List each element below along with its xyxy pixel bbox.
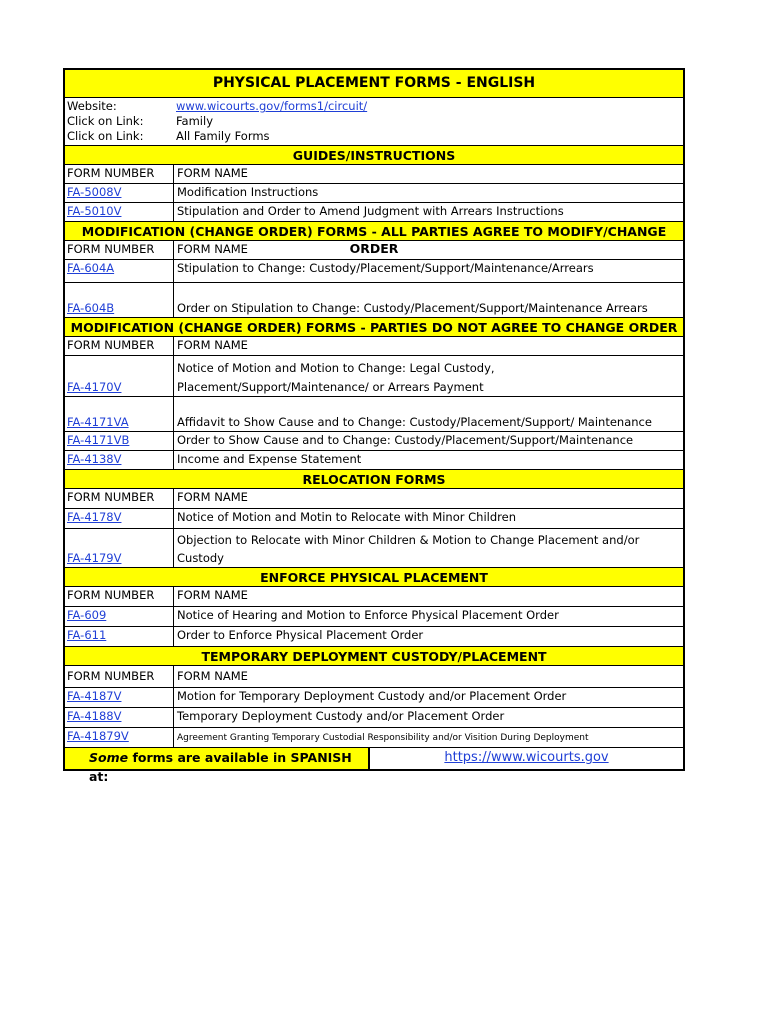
table-row	[65, 451, 683, 469]
form-name-header: FORM NAME	[173, 489, 683, 508]
column-header-row	[65, 489, 683, 509]
table-row	[65, 688, 683, 708]
table-row	[65, 356, 683, 397]
form-name: Modification Instructions	[173, 184, 683, 202]
column-header-row	[65, 337, 683, 356]
some-emphasis: Some	[89, 750, 129, 765]
website-link[interactable]: www.wicourts.gov/forms1/circuit/	[176, 99, 368, 113]
info-row-family	[65, 113, 683, 128]
info-label: Click on Link:	[67, 129, 144, 143]
form-number-link[interactable]: FA-611	[67, 628, 107, 642]
form-name: Motion for Temporary Deployment Custody and/or Placement Order	[173, 688, 683, 707]
form-number-link[interactable]: FA-4171VB	[67, 433, 130, 447]
form-number-link[interactable]: FA-5008V	[67, 185, 122, 199]
form-name	[173, 529, 683, 567]
form-number-link[interactable]: FA-4178V	[67, 510, 122, 524]
table-row	[65, 529, 683, 567]
spanish-forms-footer	[65, 747, 683, 784]
form-name: Order on Stipulation to Change: Custody/Placement/Support/Maintenance Arrears	[173, 283, 683, 317]
form-name: Affidavit to Show Cause and to Change: Custody/Placement/Support/ Maintenance	[173, 397, 683, 431]
form-name: Order to Enforce Physical Placement Order	[173, 627, 683, 646]
form-name: Stipulation to Change: Custody/Placement/Support/Maintenance/Arrears	[173, 260, 683, 282]
form-name-line: Placement/Support/Maintenance/ or Arrears Payment	[177, 380, 484, 394]
form-name: Notice of Motion and Motin to Relocate with Minor Children	[173, 509, 683, 528]
form-name: Order to Show Cause and to Change: Custody/Placement/Support/Maintenance	[173, 432, 683, 450]
form-name: Notice of Hearing and Motion to Enforce Physical Placement Order	[173, 607, 683, 626]
spanish-forms-text: forms are available in SPANISH at:	[89, 750, 352, 784]
form-number-link[interactable]: FA-4187V	[67, 689, 122, 703]
form-number-link[interactable]: FA-4170V	[67, 380, 122, 394]
info-label: Click on Link:	[67, 114, 144, 128]
column-header-row	[65, 587, 683, 607]
form-name-header: FORM NAME	[173, 241, 683, 259]
form-name: Agreement Granting Temporary Custodial Responsibility and/or Visition During Deployment	[173, 728, 683, 747]
info-value: All Family Forms	[176, 129, 270, 143]
section-heading-mod-disagree: MODIFICATION (CHANGE ORDER) FORMS - PARTIES DO NOT AGREE TO CHANGE ORDER	[65, 317, 683, 337]
form-number-link[interactable]: FA-4179V	[67, 551, 122, 565]
info-value: Family	[176, 114, 214, 128]
form-number-header: FORM NUMBER	[67, 166, 155, 180]
form-name-header: FORM NAME	[173, 587, 683, 606]
form-name	[173, 356, 683, 396]
section-heading-guides: GUIDES/INSTRUCTIONS	[65, 145, 683, 165]
info-row-all-forms	[65, 128, 683, 145]
column-header-row	[65, 165, 683, 184]
column-header-row	[65, 241, 683, 260]
form-number-link[interactable]: FA-609	[67, 608, 107, 622]
column-header-row	[65, 666, 683, 688]
table-row	[65, 283, 683, 317]
table-row	[65, 432, 683, 451]
form-name: Income and Expense Statement	[173, 451, 683, 469]
form-name: Stipulation and Order to Amend Judgment with Arrears Instructions	[173, 203, 683, 221]
section-heading-mod-agree: MODIFICATION (CHANGE ORDER) FORMS - ALL PARTIES AGREE TO MODIFY/CHANGE ORDER	[65, 221, 683, 241]
form-number-link[interactable]: FA-604A	[67, 261, 115, 275]
form-number-link[interactable]: FA-41879V	[67, 729, 129, 743]
table-row	[65, 509, 683, 529]
section-heading-relocation: RELOCATION FORMS	[65, 469, 683, 489]
form-number-link[interactable]: FA-4138V	[67, 452, 122, 466]
table-row	[65, 627, 683, 646]
forms-table	[63, 68, 685, 784]
page-title: PHYSICAL PLACEMENT FORMS - ENGLISH	[65, 70, 683, 98]
table-row	[65, 184, 683, 203]
table-row	[65, 397, 683, 432]
form-number-link[interactable]: FA-604B	[67, 301, 115, 315]
form-name-header: FORM NAME	[173, 666, 683, 687]
form-number-header: FORM NUMBER	[67, 490, 155, 504]
spanish-forms-note	[65, 748, 370, 784]
form-number-link[interactable]: FA-4171VA	[67, 415, 129, 429]
section-heading-enforce: ENFORCE PHYSICAL PLACEMENT	[65, 567, 683, 587]
table-row	[65, 728, 683, 747]
form-name-header: FORM NAME	[173, 165, 683, 183]
section-heading-deployment: TEMPORARY DEPLOYMENT CUSTODY/PLACEMENT	[65, 646, 683, 666]
form-name-line: Notice of Motion and Motion to Change: Legal Custody,	[177, 361, 495, 375]
form-name-line: Custody	[177, 551, 224, 565]
form-name-line: Objection to Relocate with Minor Children & Motion to Change Placement and/or	[177, 533, 640, 547]
form-number-header: FORM NUMBER	[67, 242, 155, 256]
table-row	[65, 203, 683, 221]
form-name: Temporary Deployment Custody and/or Placement Order	[173, 708, 683, 727]
form-number-header: FORM NUMBER	[67, 338, 155, 352]
form-number-header: FORM NUMBER	[67, 588, 155, 602]
form-name-header: FORM NAME	[173, 337, 683, 355]
table-row	[65, 708, 683, 728]
info-label: Website:	[67, 99, 117, 113]
wicourts-link[interactable]: https://www.wicourts.gov	[444, 750, 609, 765]
table-row	[65, 260, 683, 283]
form-number-link[interactable]: FA-4188V	[67, 709, 122, 723]
info-row-website	[65, 98, 683, 113]
form-number-header: FORM NUMBER	[67, 669, 155, 683]
table-row	[65, 607, 683, 627]
form-number-link[interactable]: FA-5010V	[67, 204, 122, 218]
